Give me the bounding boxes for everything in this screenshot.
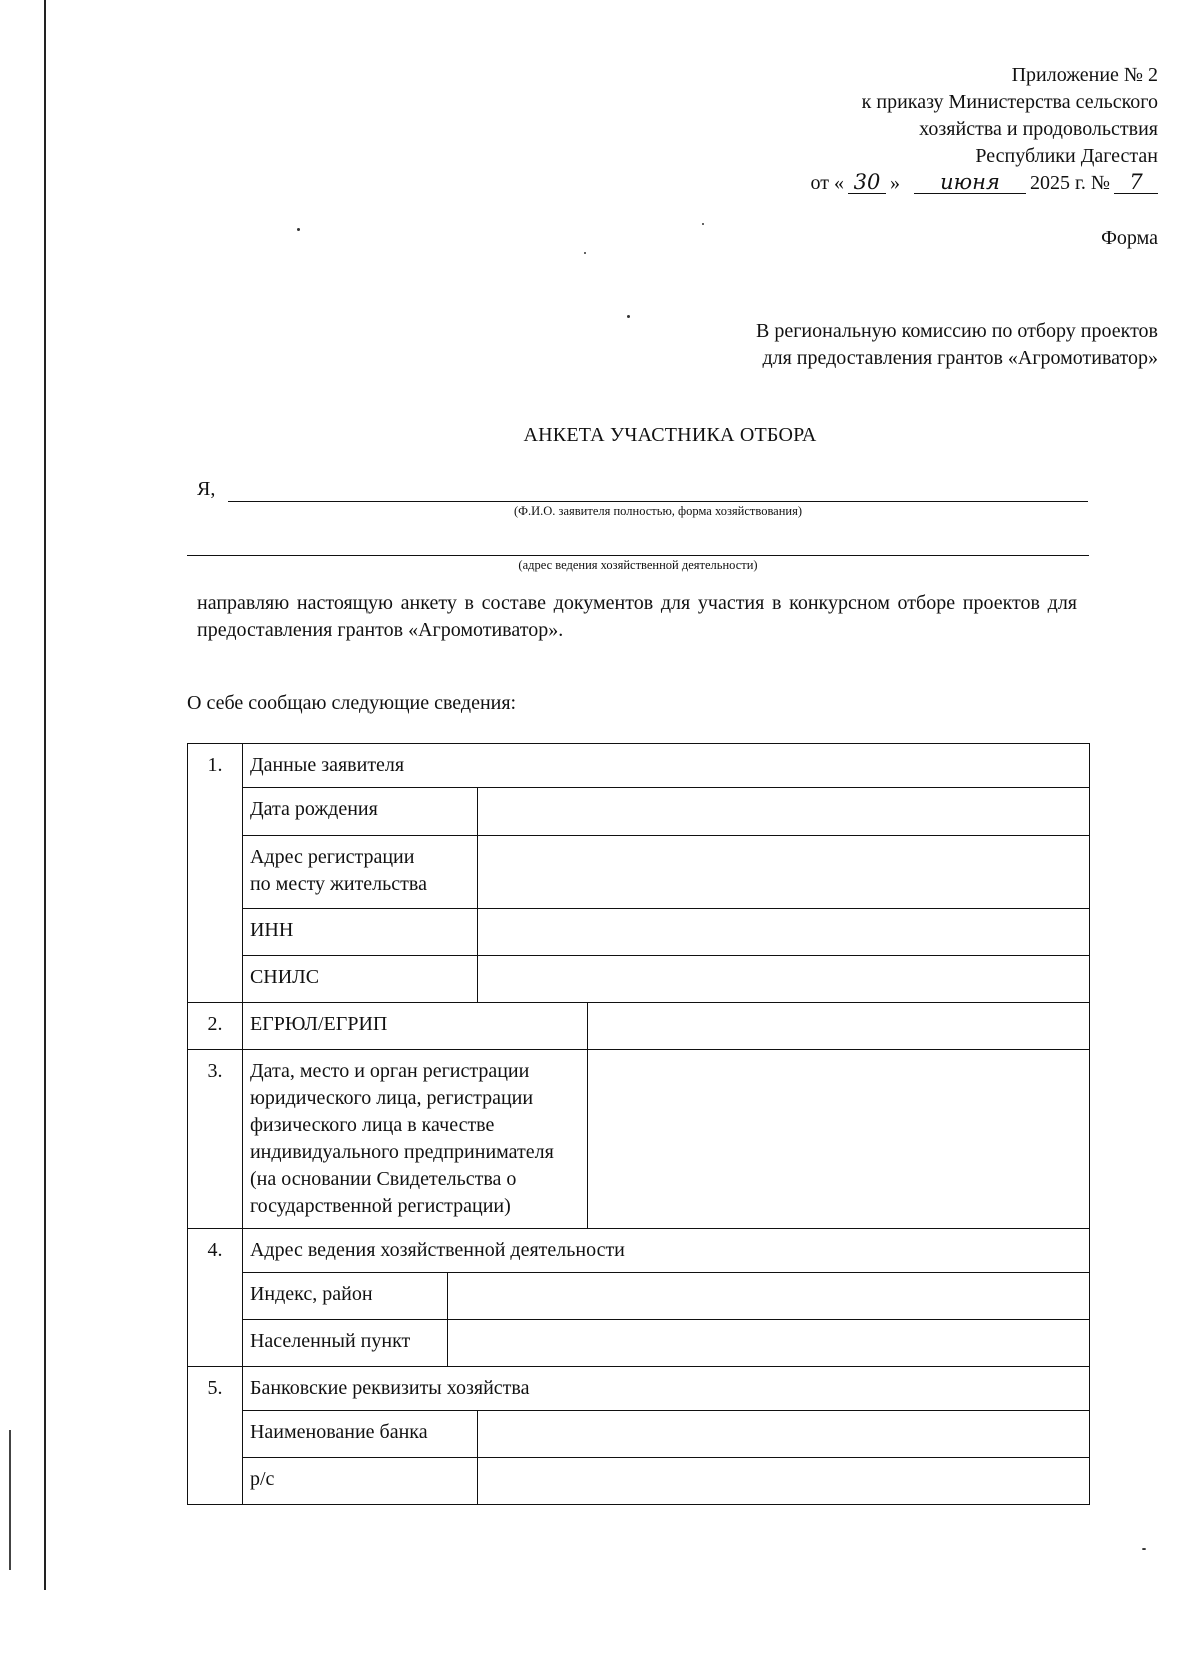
inn-field[interactable] [477, 909, 1089, 956]
birth-date-label: Дата рождения [242, 788, 477, 836]
registration-details-field[interactable] [587, 1050, 1089, 1229]
snils-field[interactable] [477, 956, 1089, 1003]
snils-label: СНИЛС [242, 956, 477, 1003]
section-5-title: Банковские реквизиты хозяйства [242, 1367, 1089, 1411]
recipient-line-2: для предоставления грантов «Агромотиватор» [762, 347, 1158, 369]
bank-name-label: Наименование банка [242, 1411, 477, 1458]
scan-speck [1142, 1548, 1146, 1550]
applicant-name-caption: (Ф.И.О. заявителя полностью, форма хозяйствования) [513, 504, 803, 518]
registration-details-line-2: юридического лица, регистрации [249, 1087, 534, 1109]
order-date-line [810, 170, 1158, 197]
date-month: июня [914, 171, 1026, 194]
table-row [188, 1229, 1090, 1273]
applicant-prefix: Я, [197, 478, 216, 500]
table-row [188, 1050, 1090, 1229]
table-row [188, 956, 1090, 1003]
order-reference [810, 62, 1158, 197]
recipient [756, 318, 1158, 372]
table-row [188, 909, 1090, 956]
account-field[interactable] [477, 1458, 1089, 1505]
order-line-1: к приказу Министерства сельского [861, 91, 1158, 113]
locality-label: Населенный пункт [242, 1320, 447, 1367]
index-district-field[interactable] [447, 1273, 1089, 1320]
table-row [188, 1458, 1090, 1505]
registration-details-line-4: индивидуального предпринимателя [249, 1141, 554, 1163]
scan-speck [627, 315, 630, 318]
scan-speck [297, 228, 300, 231]
egrul-field[interactable] [587, 1003, 1089, 1050]
account-label: р/с [242, 1458, 477, 1505]
document-title: АНКЕТА УЧАСТНИКА ОТБОРА [523, 424, 817, 446]
section-1-number: 1. [188, 744, 243, 1003]
table-row [188, 1411, 1090, 1458]
registration-address-line-2: по месту жительства [249, 873, 427, 895]
section-4-number: 4. [188, 1229, 243, 1367]
date-day: 30 [848, 171, 886, 194]
index-district-label: Индекс, район [242, 1273, 447, 1320]
scan-edge-line [44, 0, 46, 1590]
date-prefix: от « [810, 172, 844, 194]
table-row [188, 1003, 1090, 1050]
statement-paragraph: направляю настоящую анкету в составе документов для участия в конкурсном отборе проектов для предоставления грантов «Агромотиватор». [197, 592, 1077, 641]
inn-label: ИНН [242, 909, 477, 956]
date-quote-close: » [889, 172, 900, 194]
applicant-form-table [187, 743, 1090, 1505]
registration-details-label [242, 1050, 587, 1229]
appendix-number: Приложение № 2 [1011, 64, 1158, 86]
order-line-2: хозяйства и продовольствия [919, 118, 1158, 140]
scan-speck [702, 223, 704, 225]
order-number: 7 [1114, 171, 1158, 194]
registration-details-line-5: (на основании Свидетельства о [249, 1168, 517, 1190]
applicant-name-field[interactable] [228, 501, 1088, 502]
section-4-title: Адрес ведения хозяйственной деятельности [242, 1229, 1089, 1273]
registration-address-label [242, 836, 477, 909]
table-row [188, 1367, 1090, 1411]
locality-field[interactable] [447, 1320, 1089, 1367]
table-row [188, 744, 1090, 788]
table-row [188, 1273, 1090, 1320]
order-line-3: Республики Дагестан [975, 145, 1158, 167]
recipient-line-1: В региональную комиссию по отбору проектов [756, 320, 1158, 342]
birth-date-field[interactable] [477, 788, 1089, 836]
table-row [188, 788, 1090, 836]
business-address-field[interactable] [187, 555, 1089, 556]
section-5-number: 5. [188, 1367, 243, 1505]
egrul-label: ЕГРЮЛ/ЕГРИП [242, 1003, 587, 1050]
business-address-caption: (адрес ведения хозяйственной деятельности) [518, 558, 758, 572]
registration-address-field[interactable] [477, 836, 1089, 909]
scan-edge-line-lower [9, 1430, 11, 1570]
date-year: 2025 г. № [1029, 172, 1110, 194]
form-label: Форма [1101, 227, 1158, 249]
registration-details-line-1: Дата, место и орган регистрации [249, 1060, 530, 1082]
registration-details-line-3: физического лица в качестве [249, 1114, 495, 1136]
table-row [188, 1320, 1090, 1367]
registration-details-line-6: государственной регистрации) [249, 1195, 511, 1217]
scan-speck [584, 252, 586, 254]
bank-name-field[interactable] [477, 1411, 1089, 1458]
registration-address-line-1: Адрес регистрации [249, 846, 415, 868]
table-row [188, 836, 1090, 909]
section-1-title: Данные заявителя [242, 744, 1089, 788]
section-2-number: 2. [188, 1003, 243, 1050]
section-3-number: 3. [188, 1050, 243, 1229]
intro-text: О себе сообщаю следующие сведения: [187, 692, 517, 714]
